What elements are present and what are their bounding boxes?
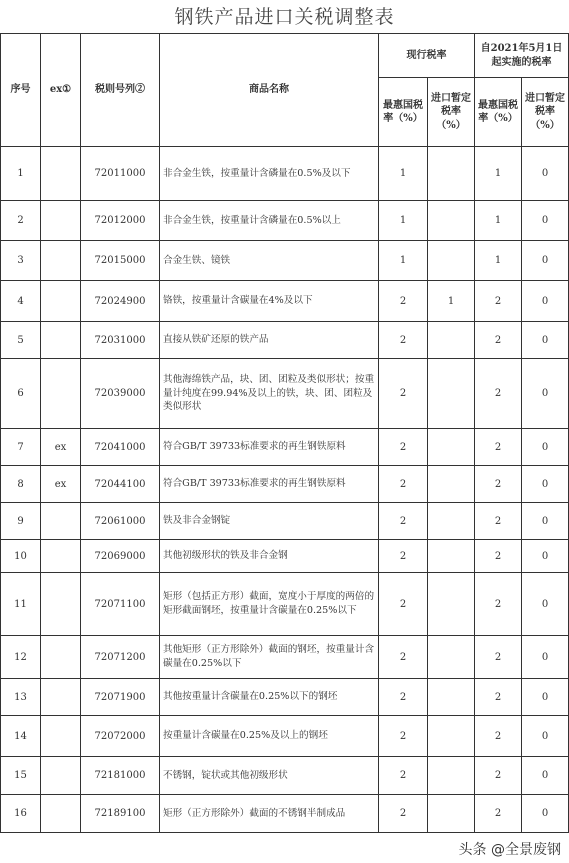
cell-current-mfn: 2 [379, 716, 428, 757]
header-current-rate-group: 现行税率 [379, 34, 475, 78]
cell-new-provisional: 0 [522, 573, 569, 636]
cell-current-provisional [428, 636, 475, 679]
cell-tariff-code: 72071200 [81, 636, 160, 679]
cell-new-mfn: 2 [475, 466, 522, 503]
cell-tariff-code: 72011000 [81, 147, 160, 201]
cell-tariff-code: 72024900 [81, 281, 160, 322]
cell-new-mfn: 2 [475, 636, 522, 679]
cell-current-provisional [428, 503, 475, 540]
cell-product-name: 符合GB/T 39733标准要求的再生钢铁原料 [160, 466, 379, 503]
header-ex: ex① [41, 34, 81, 147]
cell-seq: 13 [1, 679, 41, 716]
cell-current-provisional [428, 716, 475, 757]
header-tariff-code: 税则号列② [81, 34, 160, 147]
cell-seq: 7 [1, 429, 41, 466]
table-row [1, 540, 569, 573]
cell-product-name: 其他按重量计含碳量在0.25%以下的钢坯 [160, 679, 379, 716]
cell-seq: 11 [1, 573, 41, 636]
cell-tariff-code: 72072000 [81, 716, 160, 757]
table-row [1, 679, 569, 716]
cell-new-provisional: 0 [522, 795, 569, 833]
cell-new-provisional: 0 [522, 429, 569, 466]
table-row [1, 429, 569, 466]
cell-ex [41, 281, 81, 322]
cell-new-mfn: 2 [475, 540, 522, 573]
cell-product-name: 矩形（正方形除外）截面的不锈钢半制成品 [160, 795, 379, 833]
cell-current-mfn: 1 [379, 201, 428, 241]
cell-seq: 10 [1, 540, 41, 573]
tariff-table [0, 33, 569, 833]
table-row [1, 281, 569, 322]
cell-current-mfn: 2 [379, 540, 428, 573]
table-row [1, 716, 569, 757]
cell-tariff-code: 72189100 [81, 795, 160, 833]
cell-new-mfn: 2 [475, 429, 522, 466]
cell-new-provisional: 0 [522, 757, 569, 795]
cell-current-provisional [428, 466, 475, 503]
table-row [1, 322, 569, 359]
cell-current-provisional [428, 795, 475, 833]
cell-current-mfn: 2 [379, 795, 428, 833]
cell-tariff-code: 72041000 [81, 429, 160, 466]
cell-new-mfn: 2 [475, 757, 522, 795]
cell-ex [41, 147, 81, 201]
table-row [1, 241, 569, 281]
cell-new-mfn: 2 [475, 716, 522, 757]
cell-current-mfn: 2 [379, 503, 428, 540]
cell-tariff-code: 72069000 [81, 540, 160, 573]
cell-current-provisional [428, 201, 475, 241]
cell-new-provisional: 0 [522, 281, 569, 322]
cell-ex [41, 241, 81, 281]
cell-ex [41, 503, 81, 540]
cell-seq: 8 [1, 466, 41, 503]
cell-product-name: 直接从铁矿还原的铁产品 [160, 322, 379, 359]
cell-current-provisional [428, 540, 475, 573]
cell-new-provisional: 0 [522, 503, 569, 540]
table-row [1, 795, 569, 833]
cell-new-mfn: 2 [475, 359, 522, 429]
cell-product-name: 其他初级形状的铁及非合金钢 [160, 540, 379, 573]
cell-current-mfn: 2 [379, 679, 428, 716]
cell-new-mfn: 1 [475, 201, 522, 241]
cell-tariff-code: 72012000 [81, 201, 160, 241]
cell-seq: 1 [1, 147, 41, 201]
cell-seq: 12 [1, 636, 41, 679]
cell-tariff-code: 72044100 [81, 466, 160, 503]
cell-seq: 5 [1, 322, 41, 359]
cell-current-provisional: 1 [428, 281, 475, 322]
cell-new-mfn: 2 [475, 322, 522, 359]
cell-new-provisional: 0 [522, 241, 569, 281]
cell-ex [41, 540, 81, 573]
cell-current-mfn: 1 [379, 241, 428, 281]
cell-new-provisional: 0 [522, 679, 569, 716]
cell-seq: 2 [1, 201, 41, 241]
cell-product-name: 非合金生铁，按重量计含磷量在0.5%及以下 [160, 147, 379, 201]
header-current-mfn: 最惠国税率（%） [379, 78, 428, 147]
page-title: 钢铁产品进口关税调整表 [174, 6, 395, 28]
header-new-mfn: 最惠国税率（%） [475, 78, 522, 147]
cell-new-provisional: 0 [522, 359, 569, 429]
cell-current-provisional [428, 241, 475, 281]
cell-tariff-code: 72181000 [81, 757, 160, 795]
cell-current-mfn: 1 [379, 147, 428, 201]
table-row [1, 573, 569, 636]
table-row [1, 636, 569, 679]
cell-new-mfn: 2 [475, 573, 522, 636]
cell-product-name: 铁及非合金钢锭 [160, 503, 379, 540]
cell-current-mfn: 2 [379, 359, 428, 429]
cell-new-provisional: 0 [522, 322, 569, 359]
cell-current-provisional [428, 679, 475, 716]
cell-current-mfn: 2 [379, 573, 428, 636]
table-row [1, 466, 569, 503]
cell-product-name: 合金生铁、镜铁 [160, 241, 379, 281]
cell-new-mfn: 1 [475, 147, 522, 201]
cell-product-name: 非合金生铁，按重量计含磷量在0.5%以上 [160, 201, 379, 241]
table-row [1, 201, 569, 241]
cell-new-provisional: 0 [522, 201, 569, 241]
cell-current-provisional [428, 359, 475, 429]
cell-tariff-code: 72071100 [81, 573, 160, 636]
cell-ex [41, 636, 81, 679]
cell-current-provisional [428, 757, 475, 795]
cell-new-mfn: 2 [475, 503, 522, 540]
table-row [1, 147, 569, 201]
header-seq: 序号 [1, 34, 41, 147]
table-body [1, 147, 569, 833]
cell-tariff-code: 72061000 [81, 503, 160, 540]
cell-ex [41, 359, 81, 429]
cell-seq: 4 [1, 281, 41, 322]
cell-new-provisional: 0 [522, 147, 569, 201]
cell-seq: 3 [1, 241, 41, 281]
header-new-rate-group: 自2021年5月1日起实施的税率 [475, 34, 569, 78]
cell-ex [41, 716, 81, 757]
cell-current-provisional [428, 429, 475, 466]
table-row [1, 503, 569, 540]
table-row [1, 757, 569, 795]
cell-ex: ex [41, 429, 81, 466]
cell-current-mfn: 2 [379, 281, 428, 322]
cell-ex [41, 795, 81, 833]
cell-new-mfn: 1 [475, 241, 522, 281]
cell-tariff-code: 72031000 [81, 322, 160, 359]
cell-seq: 14 [1, 716, 41, 757]
cell-seq: 9 [1, 503, 41, 540]
cell-tariff-code: 72015000 [81, 241, 160, 281]
cell-product-name: 不锈钢，锭状或其他初级形状 [160, 757, 379, 795]
cell-product-name: 按重量计含碳量在0.25%及以上的钢坯 [160, 716, 379, 757]
cell-ex [41, 322, 81, 359]
cell-new-mfn: 2 [475, 679, 522, 716]
watermark: 头条 @全景废钢 [458, 842, 561, 858]
cell-product-name: 矩形（包括正方形）截面，宽度小于厚度的两倍的矩形截面钢坯，按重量计含碳量在0.25%以下 [160, 573, 379, 636]
cell-new-provisional: 0 [522, 716, 569, 757]
cell-current-mfn: 2 [379, 757, 428, 795]
cell-new-mfn: 2 [475, 795, 522, 833]
cell-current-mfn: 2 [379, 636, 428, 679]
cell-seq: 15 [1, 757, 41, 795]
cell-seq: 16 [1, 795, 41, 833]
header-current-provisional: 进口暂定税率（%） [428, 78, 475, 147]
cell-tariff-code: 72039000 [81, 359, 160, 429]
cell-product-name: 铬铁，按重量计含碳量在4%及以下 [160, 281, 379, 322]
cell-tariff-code: 72071900 [81, 679, 160, 716]
cell-ex [41, 679, 81, 716]
cell-current-mfn: 2 [379, 322, 428, 359]
table-row [1, 359, 569, 429]
header-product-name: 商品名称 [160, 34, 379, 147]
cell-new-provisional: 0 [522, 636, 569, 679]
cell-current-mfn: 2 [379, 466, 428, 503]
cell-new-mfn: 2 [475, 281, 522, 322]
cell-seq: 6 [1, 359, 41, 429]
cell-new-provisional: 0 [522, 466, 569, 503]
cell-product-name: 符合GB/T 39733标准要求的再生钢铁原料 [160, 429, 379, 466]
cell-ex: ex [41, 466, 81, 503]
cell-ex [41, 573, 81, 636]
cell-current-provisional [428, 573, 475, 636]
cell-current-provisional [428, 322, 475, 359]
cell-product-name: 其他海绵铁产品，块、团、团粒及类似形状；按重量计纯度在99.94%及以上的铁，块、团、团粒及类似形状 [160, 359, 379, 429]
cell-ex [41, 757, 81, 795]
cell-current-provisional [428, 147, 475, 201]
cell-product-name: 其他矩形（正方形除外）截面的钢坯，按重量计含碳量在0.25%以下 [160, 636, 379, 679]
cell-ex [41, 201, 81, 241]
header-new-provisional: 进口暂定税率（%） [522, 78, 569, 147]
cell-current-mfn: 2 [379, 429, 428, 466]
cell-new-provisional: 0 [522, 540, 569, 573]
